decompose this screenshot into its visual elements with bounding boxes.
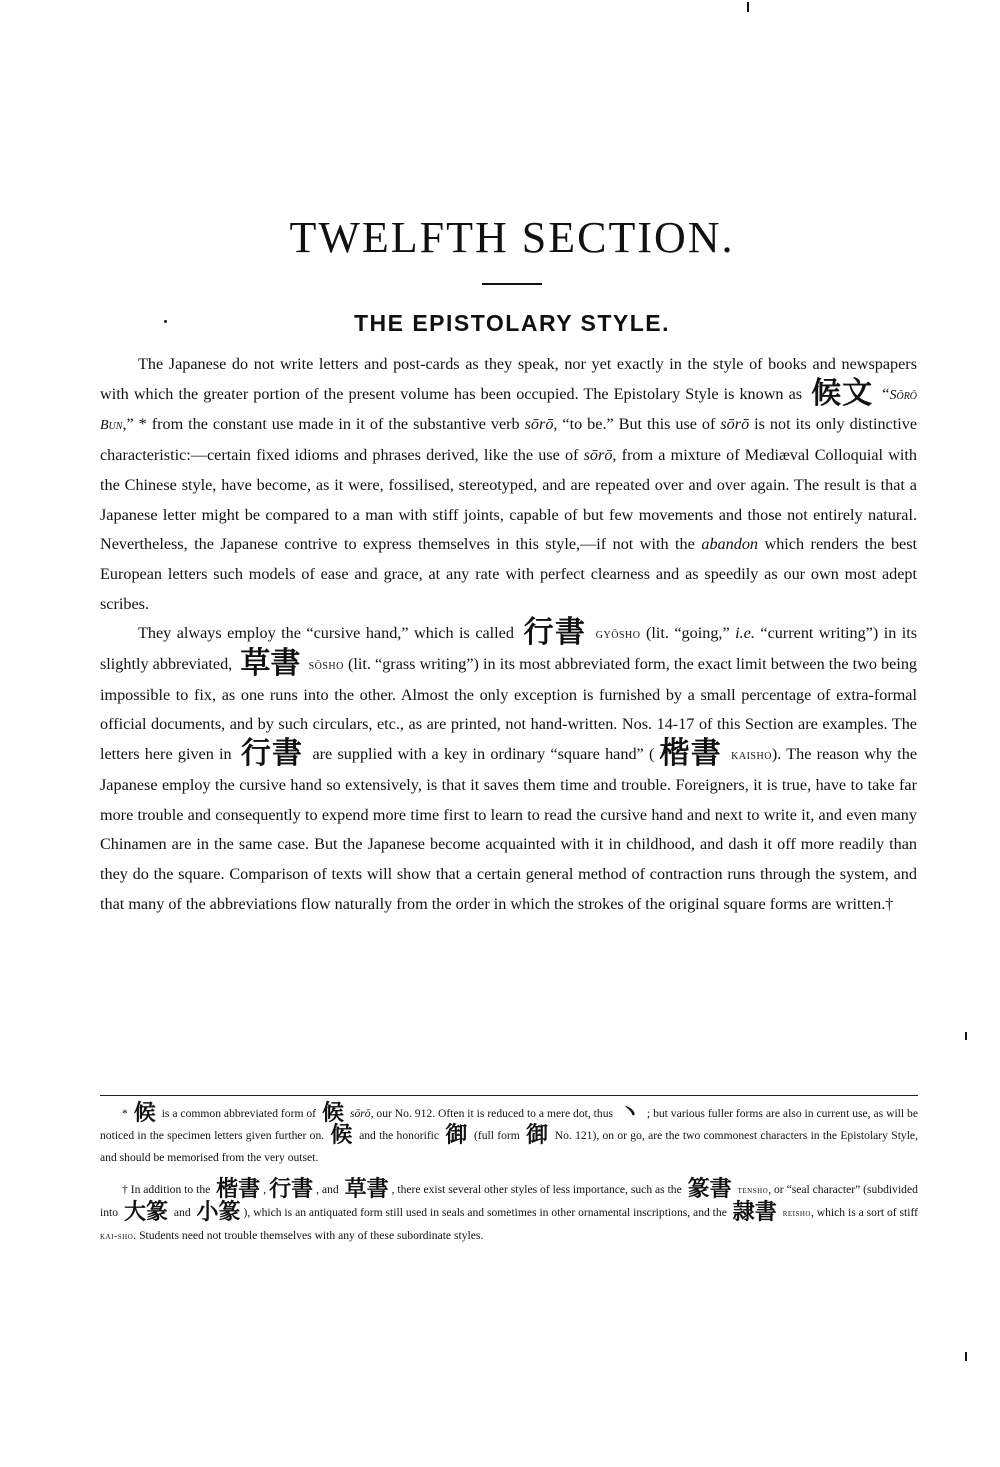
print-mark — [965, 1032, 967, 1040]
text-run: ). The reason why the Japanese employ the cursive hand so extensively, is that it saves them time and trouble. Foreigners, it is true, have to take far more trouble and consequently to expend more time first to learn to read the cursive hand and next to write it, and even many Chinamen are in the same case. But the Japanese become acquainted with it in childhood, and dash it off more readily than they do the square. Comparison of texts will show that a certain general method of contraction runs through the system, and that many of the abbreviations flow naturally from the order in which the strokes of the original square forms are written.† — [100, 745, 918, 913]
text-run: , “to be.” But this use of — [553, 415, 716, 434]
term-tensho: tensho — [737, 1185, 769, 1196]
text-run: , or “seal character” (subdivided into — [100, 1183, 918, 1219]
text-run: ), which is an antiquated form still used in seals and sometimes in other ornamental inscriptions, and the — [243, 1206, 727, 1219]
text-run: (full form — [474, 1129, 520, 1142]
text-run: (lit. “going,” — [645, 624, 730, 643]
term-gyosho: gyōsho — [595, 627, 641, 643]
kanji-shoten: 小篆 — [196, 1200, 241, 1225]
text-run: , which is a sort of stiff — [810, 1206, 918, 1219]
term-soro: sōrō — [720, 415, 750, 434]
text-run: “current writing”) in its slightly abbreviated, — [100, 624, 918, 674]
term-sosho: sōsho — [308, 658, 344, 674]
text-run: No. 121), on or go, are the two commonest characters in the Epistolary Style, and should be memorised from the very outset. — [100, 1129, 918, 1164]
text-run: . Students need not trouble themselves with any of these subordinate styles. — [133, 1229, 484, 1242]
term-soro: sōrō — [583, 446, 613, 465]
kanji-soro-abbrev: 候 — [330, 1123, 353, 1148]
text-run: They always employ the “cursive hand,” which is called — [138, 624, 514, 643]
print-mark — [965, 1352, 967, 1361]
text-run: are supplied with a key in ordinary “square hand” ( — [312, 745, 655, 764]
kanji-sosho: 草書 — [240, 646, 301, 682]
text-run: The Japanese do not write letters and post-cards as they speak, nor yet exactly in the style of books and newspapers with which the greater portion of the present volume has been occupied. The Epistolary Style is known as — [100, 355, 917, 403]
kanji-sosho: 草書 — [344, 1177, 389, 1202]
footnote-divider — [100, 1095, 918, 1096]
title-divider — [482, 283, 542, 285]
footnote-2: † In addition to the 楷書 , 行書 , and 草書 , there exist several other styles of less importance, such as the 篆書 tensho, or “seal character” (subdivided into 大篆 and 小篆 ), which is an antiquated form still used in seals and sometimes in other ornamental inscriptions, and the 隷書 reisho, which is a sort of stiff kai-sho. Students need not trouble themselves with any of these subordinate styles. — [100, 1177, 918, 1242]
kanji-dot: 丶 — [618, 1101, 641, 1126]
text-run: , there exist several other styles of less importance, such as the — [391, 1183, 682, 1196]
kanji-gyosho: 行書 — [269, 1177, 314, 1202]
text-run: ; but various fuller forms are also in current use, as will be noticed in the specimen letters given further on. — [100, 1107, 918, 1142]
kanji-reisho: 隷書 — [732, 1200, 777, 1225]
kanji-go-abbrev: 御 — [445, 1123, 468, 1148]
text-run: (lit. “grass writing”) in its most abbreviated form, the exact limit between the two being impossible to fix, as one runs into the other. Almost the only exception is furnished by a small percentage of extra-formal official documents, and by such circulars, etc., as are printed, not hand-written. Nos. 14-17 of this Section are examples. The letters here given in — [100, 655, 918, 764]
paragraph-1 — [100, 350, 917, 619]
kanji-kaisho: 楷書 — [658, 736, 722, 772]
kanji-soro-abbrev: 候 — [133, 1101, 156, 1126]
kanji-gyosho: 行書 — [240, 736, 304, 772]
text-run: ,” * from the constant use made in it of the substantive verb — [122, 415, 520, 434]
term-abandon: abandon — [701, 535, 758, 554]
kanji-kaisho: 楷書 — [216, 1177, 261, 1202]
kanji-soro-bun: 候文 — [811, 375, 874, 411]
footnote-1 — [100, 1103, 918, 1169]
abbrev-ie: i.e. — [735, 624, 755, 643]
paragraph-2 — [100, 615, 918, 919]
text-run: , and — [316, 1183, 339, 1196]
footnotes — [100, 1103, 918, 1248]
print-mark — [747, 2, 749, 12]
term-reisho: reisho — [782, 1208, 811, 1219]
text-run: and the honorific — [359, 1129, 440, 1142]
text-run: and — [173, 1206, 191, 1219]
term-kaisho: kai-sho — [100, 1231, 134, 1242]
kanji-go: 御 — [526, 1123, 549, 1148]
kanji-daiten: 大篆 — [123, 1200, 168, 1225]
section-subtitle: THE EPISTOLARY STYLE. — [353, 310, 671, 336]
text-run: , from a mixture of Mediæval Colloquial with the Chinese style, have become, as it were, fossilised, stereotyped, and are repeated over and over again. The result is that a Japanese letter might be compared to a man with stiff joints, capable of but few movements and those not entirely natural. Nevertheless, the Japanese contrive to express themselves in this style,—if not with the — [100, 446, 917, 554]
text-run: is a common abbreviated form of — [161, 1107, 317, 1120]
kanji-gyosho: 行書 — [523, 615, 587, 651]
text-run: † In addition to the — [122, 1183, 211, 1196]
term-kaisho: kaisho — [731, 748, 772, 764]
section-title: TWELFTH SECTION. — [289, 213, 735, 262]
term-soro: sōrō — [524, 415, 554, 434]
text-run: is not its only distinctive characteristic:—certain fixed idioms and phrases derived, like the use of — [100, 415, 918, 465]
text-run: “ — [882, 384, 890, 403]
term-soro: sōrō — [349, 1107, 371, 1120]
footnote-marker: * — [122, 1107, 128, 1120]
term-soro-bun: Sōrō Bun — [100, 387, 918, 434]
text-run: , our No. 912. Often it is reduced to a mere dot, thus — [370, 1107, 614, 1120]
body-text — [100, 350, 917, 919]
kanji-soro: 候 — [321, 1101, 345, 1126]
text-run: which renders the best European letters such models of ease and grace, at any rate with perfect clearness and as speedily as our own most adept scribes. — [100, 535, 918, 613]
kanji-tensho: 篆書 — [687, 1177, 732, 1202]
